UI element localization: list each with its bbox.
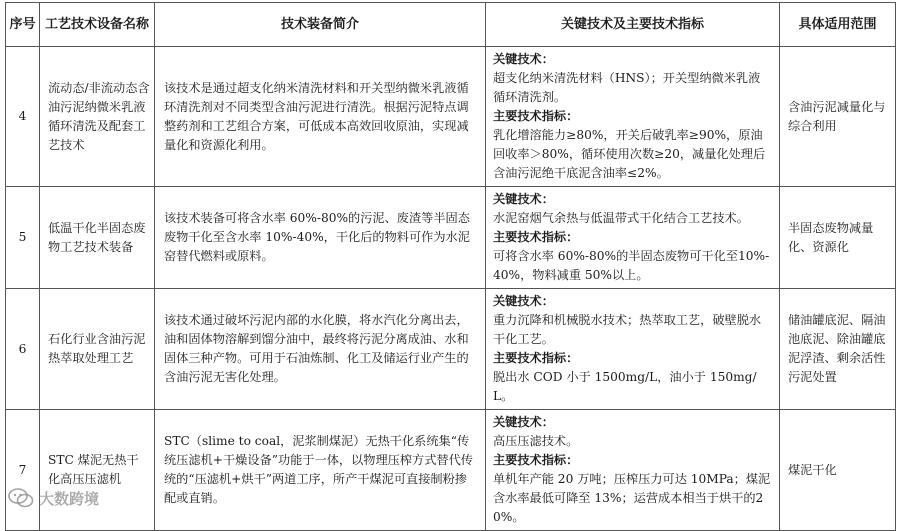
table-row	[6, 289, 896, 410]
indicators-label: 主要技术指标：	[493, 351, 579, 365]
header-intro: 技术装备简介	[155, 3, 486, 47]
key-tech-label: 关键技术：	[493, 192, 554, 206]
technology-table	[5, 2, 896, 531]
header-scope: 具体适用范围	[780, 3, 896, 47]
table-row	[6, 47, 896, 187]
row-name: 石化行业含油污泥热萃取处理工艺	[40, 289, 155, 410]
row-seq: 5	[6, 187, 40, 289]
header-name: 工艺技术设备名称	[40, 3, 155, 47]
key-tech-text: 水泥窑烟气余热与低温带式干化结合工艺技术。	[493, 211, 749, 225]
row-scope: 半固态废物减量化、资源化	[780, 187, 896, 289]
key-tech-text: 重力沉降和机械脱水技术；热萃取工艺，破壁脱水干化工艺。	[493, 313, 762, 346]
key-tech-label: 关键技术：	[493, 52, 554, 66]
watermark-text: 大数跨境	[39, 489, 100, 508]
row-name: STC 煤泥无热干化高压压滤机	[40, 410, 155, 531]
row-scope: 储油罐底泥、隔油池底泥、除油罐底泥浮渣、剩余活性污泥处置	[780, 289, 896, 410]
row-key-tech	[486, 289, 780, 410]
indicators-text: 可将含水率 60%-80%的半固态废物可干化至10%-40%，物料减重 50%以上。	[493, 249, 770, 282]
key-tech-text: 高压压滤技术。	[493, 434, 579, 448]
key-tech-text: 超支化纳米清洗材料（HNS）；开关型纳微米乳液循环清洗剂。	[493, 71, 761, 104]
row-intro: STC（slime to coal，泥浆制煤泥）无热干化系统集“传统压滤机+干燥设备”功能于一体，以物理压榨方式替代传统的“压滤机+烘干”两道工序，所产干煤泥可直接制粉掺配或直销。	[155, 410, 486, 531]
indicators-text: 脱出水 COD 小于 1500mg/L，油小于 150mg/L。	[493, 370, 757, 403]
table-row	[6, 187, 896, 289]
key-tech-label: 关键技术：	[493, 415, 554, 429]
row-seq: 6	[6, 289, 40, 410]
row-intro: 该技术装备可将含水率 60%-80%的污泥、废渣等半固态废物干化至含水率 10%-40%，干化后的物料可作为水泥窑替代燃料或原料。	[155, 187, 486, 289]
row-scope: 含油污泥减量化与综合利用	[780, 47, 896, 187]
key-tech-label: 关键技术：	[493, 294, 554, 308]
indicators-text: 乳化增溶能力≥80%，开关后破乳率≥90%，原油回收率＞80%，循环使用次数≥20，减量化处理后含油污泥绝干底泥含油率≤2%。	[493, 128, 766, 180]
header-row	[6, 3, 896, 47]
row-intro: 该技术是通过超支化纳米清洗材料和开关型纳微米乳液循环清洗剂对不同类型含油污泥进行清洗。根据污泥特点调整药剂和工艺组合方案，可低成本高效回收原油，实现减量化和资源化利用。	[155, 47, 486, 187]
row-seq: 4	[6, 47, 40, 187]
header-seq: 序号	[6, 3, 40, 47]
row-seq: 7	[6, 410, 40, 531]
row-name: 流动态/非流动态含油污泥纳微米乳液循环清洗及配套工艺技术	[40, 47, 155, 187]
table-row	[6, 410, 896, 531]
indicators-label: 主要技术指标：	[493, 109, 579, 123]
row-scope: 煤泥干化	[780, 410, 896, 531]
row-key-tech	[486, 410, 780, 531]
indicators-label: 主要技术指标：	[493, 230, 579, 244]
row-key-tech	[486, 187, 780, 289]
row-intro: 该技术通过破坏污泥内部的水化膜，将水汽化分离出去，油和固体物溶解到馏分油中，最终将污泥分离成油、水和固体三种产物。可用于石油炼制、化工及储运行业产生的含油污泥无害化处理。	[155, 289, 486, 410]
header-key-tech: 关键技术及主要技术指标	[486, 3, 780, 47]
row-name: 低温干化半固态废物工艺技术装备	[40, 187, 155, 289]
indicators-text: 单机年产能 20 万吨；压榨压力可达 10MPa；煤泥含水率最低可降至 13%；运营成本相当于烘干的20%。	[493, 472, 771, 524]
indicators-label: 主要技术指标：	[493, 453, 579, 467]
row-key-tech	[486, 47, 780, 187]
